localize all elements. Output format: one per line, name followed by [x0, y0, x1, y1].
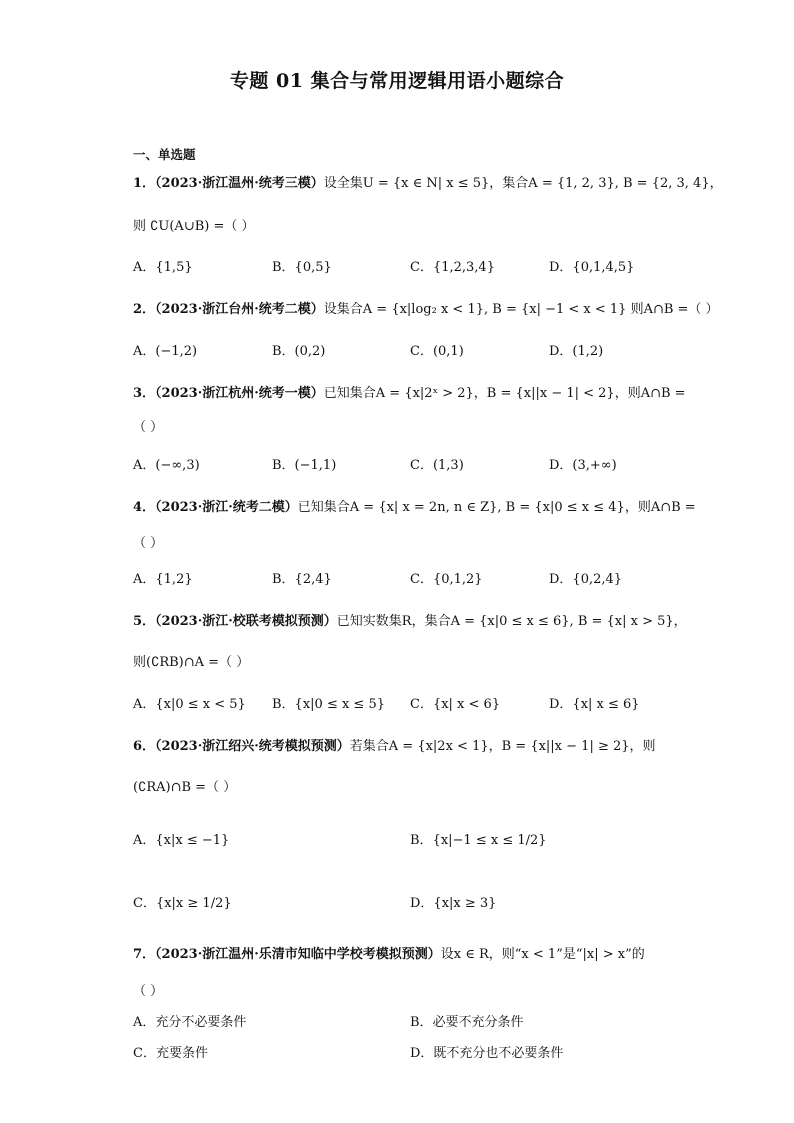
section-heading: 一、单选题 [133, 147, 196, 162]
question-number: 3． [133, 386, 156, 401]
option-d: D．(1,2) [549, 344, 604, 359]
option-b: B．必要不充分条件 [410, 1015, 524, 1030]
option-b: B．(0,2) [272, 344, 326, 359]
question-2-stem [133, 301, 719, 319]
question-5-stem [133, 613, 687, 631]
question-4-stem [133, 499, 696, 517]
option-d: D．(3,+∞) [549, 458, 617, 473]
option-a: A．充分不必要条件 [133, 1015, 247, 1030]
question-number: 7． [133, 947, 156, 962]
question-text: 已知集合A = {x|2ˣ > 2}，B = {x||x − 1| < 2}，则A∩B = [323, 386, 686, 401]
question-number: 4． [133, 500, 156, 515]
option-b: B．{x|0 ≤ x ≤ 5} [272, 697, 385, 712]
option-b: B．{2,4} [272, 572, 332, 587]
option-b: B．{x|−1 ≤ x ≤ 1/2} [410, 833, 547, 848]
question-text-continued: （ ） [133, 536, 164, 551]
option-c: C．充要条件 [133, 1046, 208, 1061]
question-source: （2023·浙江温州·乐清市知临中学校考模拟预测） [155, 947, 441, 962]
option-c: C．{1,2,3,4} [410, 260, 495, 275]
option-c: C．(1,3) [410, 458, 464, 473]
question-number: 6． [133, 739, 156, 754]
question-number: 2． [133, 302, 156, 317]
question-source: （2023·浙江·统考二模） [155, 500, 298, 515]
option-c: C．{x|x ≥ 1/2} [133, 896, 232, 911]
question-text: 已知实数集R，集合A = {x|0 ≤ x ≤ 6}, B = {x| x > 5}， [336, 614, 687, 629]
question-number: 1． [133, 176, 156, 191]
question-7-stem [133, 946, 645, 964]
question-source: （2023·浙江绍兴·统考模拟预测） [155, 739, 350, 754]
question-number: 5． [133, 614, 156, 629]
option-d: D．既不充分也不必要条件 [410, 1046, 564, 1061]
question-text: 设集合A = {x|log₂ x < 1}, B = {x| −1 < x < 1} 则A∩B =（ ） [323, 302, 719, 317]
option-d: D．{x| x ≤ 6} [549, 697, 640, 712]
question-source: （2023·浙江台州·统考二模） [155, 302, 324, 317]
question-6-stem [133, 738, 656, 756]
option-a: A．{1,2} [133, 572, 193, 587]
page-title: 专题 01 集合与常用逻辑用语小题综合 [229, 70, 565, 92]
option-b: B．{0,5} [272, 260, 332, 275]
question-source: （2023·浙江杭州·统考一模） [155, 386, 324, 401]
question-text: 已知集合A = {x| x = 2n, n ∈ Z}, B = {x|0 ≤ x ≤ 4}，则A∩B = [297, 500, 696, 515]
option-a: A．{x|x ≤ −1} [133, 833, 230, 848]
question-text-continued: 则(∁RB)∩A =（ ） [133, 655, 250, 670]
option-a: A．{x|0 ≤ x < 5} [133, 697, 246, 712]
option-d: D．{0,2,4} [549, 572, 623, 587]
option-a: A．(−∞,3) [133, 458, 200, 473]
option-b: B．(−1,1) [272, 458, 337, 473]
question-text-continued: 则 ∁U(A∪B) =（ ） [133, 219, 255, 234]
question-1-stem [133, 175, 723, 193]
option-c: C．{x| x < 6} [410, 697, 501, 712]
question-text: 设x ∈ R，则“x < 1”是“|x| > x”的 [440, 947, 645, 962]
option-c: C．(0,1) [410, 344, 464, 359]
option-a: A．(−1,2) [133, 344, 198, 359]
question-source: （2023·浙江·校联考模拟预测） [155, 614, 337, 629]
question-3-stem [133, 385, 686, 403]
question-text-continued: （ ） [133, 420, 164, 435]
option-c: C．{0,1,2} [410, 572, 483, 587]
option-d: D．{0,1,4,5} [549, 260, 635, 275]
question-text: 设全集U = {x ∈ N| x ≤ 5}，集合A = {1, 2, 3}, B = {2, 3, 4}， [323, 176, 723, 191]
question-text-continued: （ ） [133, 984, 164, 999]
question-source: （2023·浙江温州·统考三模） [155, 176, 324, 191]
option-d: D．{x|x ≥ 3} [410, 896, 497, 911]
question-text-continued: (∁RA)∩B =（ ） [133, 780, 237, 795]
option-a: A．{1,5} [133, 260, 193, 275]
question-text: 若集合A = {x|2x < 1}，B = {x||x − 1| ≥ 2}，则 [349, 739, 656, 754]
